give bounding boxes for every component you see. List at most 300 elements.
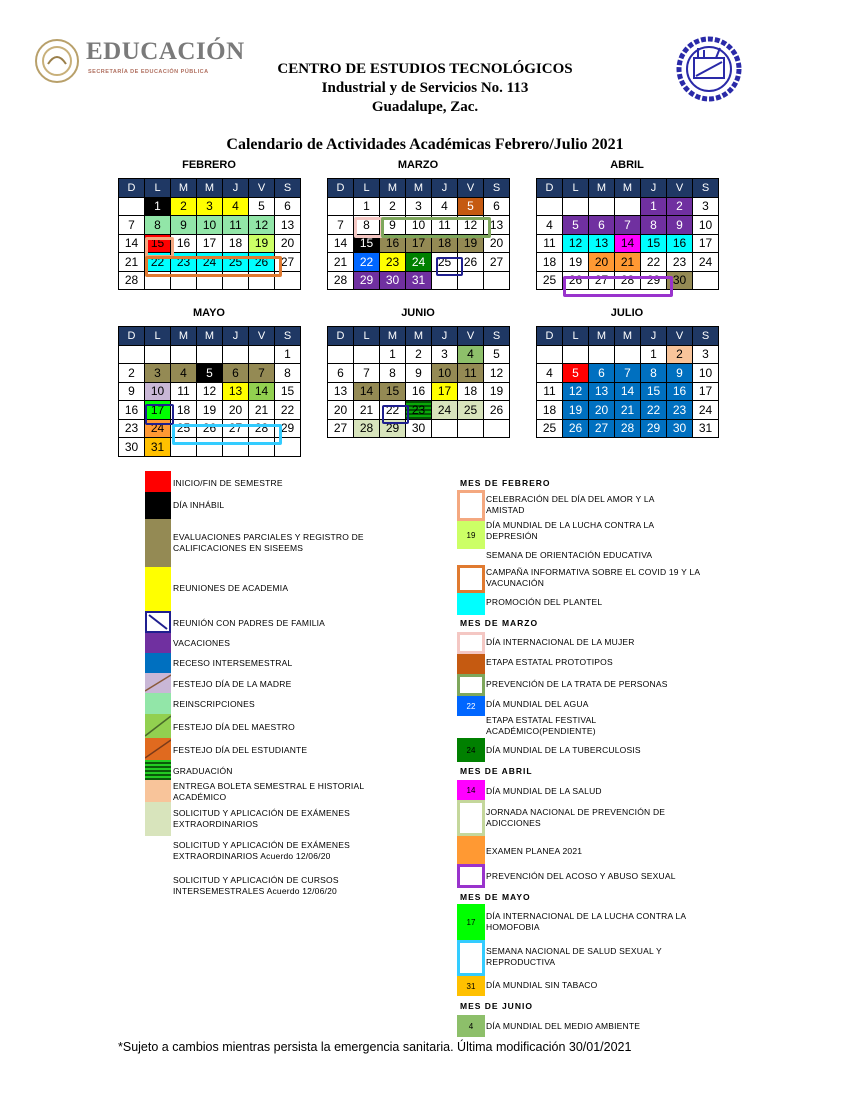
weekday-header: D bbox=[537, 327, 563, 346]
legend-label: SOLICITUD Y APLICACIÓN DE CURSOS INTERSEMESTRALES Acuerdo 12/06/20 bbox=[173, 875, 339, 896]
day-cell: 3 bbox=[406, 198, 432, 217]
day-cell: 17 bbox=[693, 235, 719, 254]
legend-label: REUNIÓN CON PADRES DE FAMILIA bbox=[173, 618, 326, 628]
day-cell bbox=[537, 346, 563, 365]
day-cell bbox=[589, 198, 615, 217]
logo-subtitle: SECRETARÍA DE EDUCACIÓN PÚBLICA bbox=[88, 69, 209, 75]
legend-label: SOLICITUD Y APLICACIÓN DE EXÁMENES EXTRAORDINARIOS Acuerdo 12/06/20 bbox=[173, 840, 351, 861]
weekday-header: L bbox=[354, 179, 380, 198]
day-cell: 19 bbox=[563, 253, 589, 272]
day-cell bbox=[615, 346, 641, 365]
cetis-logo-icon bbox=[676, 36, 742, 102]
day-cell: 24 bbox=[432, 401, 458, 420]
weekday-header: M bbox=[171, 327, 197, 346]
day-cell: 2 bbox=[667, 346, 693, 365]
day-cell: 27 bbox=[328, 420, 354, 439]
legend-swatch bbox=[457, 490, 485, 521]
month-name: JUNIO bbox=[401, 307, 435, 319]
legend-label: DÍA INTERNACIONAL DE LA LUCHA CONTRA LA HOMOFOBIA bbox=[486, 911, 686, 932]
day-cell: 31 bbox=[693, 420, 719, 439]
day-cell: 6 bbox=[328, 364, 354, 383]
month-grid bbox=[536, 326, 719, 438]
day-cell bbox=[145, 346, 171, 365]
day-cell bbox=[589, 346, 615, 365]
day-cell: 24 bbox=[197, 253, 223, 272]
weekday-header: S bbox=[275, 179, 301, 198]
day-cell bbox=[563, 198, 589, 217]
day-cell bbox=[432, 420, 458, 439]
day-cell: 13 bbox=[275, 216, 301, 235]
legend-label: CELEBRACIÓN DEL DÍA DEL AMOR Y LA AMISTAD bbox=[486, 494, 655, 515]
day-cell: 19 bbox=[249, 235, 275, 254]
day-cell: 30 bbox=[667, 272, 693, 291]
weekday-header: M bbox=[615, 327, 641, 346]
day-cell: 24 bbox=[145, 420, 171, 439]
day-cell: 17 bbox=[197, 235, 223, 254]
day-cell: 19 bbox=[484, 383, 510, 402]
day-cell: 28 bbox=[249, 420, 275, 439]
day-cell: 7 bbox=[119, 216, 145, 235]
day-cell bbox=[328, 198, 354, 217]
day-cell: 25 bbox=[171, 420, 197, 439]
legend-swatch bbox=[457, 836, 485, 864]
day-cell: 15 bbox=[145, 235, 171, 254]
day-cell bbox=[328, 346, 354, 365]
day-cell: 29 bbox=[641, 420, 667, 439]
parents-meeting-june-outline bbox=[382, 405, 409, 424]
day-cell: 1 bbox=[641, 346, 667, 365]
month-junio bbox=[327, 307, 510, 438]
day-cell: 20 bbox=[223, 401, 249, 420]
legend-swatch bbox=[145, 673, 171, 693]
legend-label: SEMANA DE ORIENTACIÓN EDUCATIVA bbox=[486, 550, 653, 560]
legend-swatch: 31 bbox=[457, 976, 485, 996]
legend-swatch bbox=[145, 714, 171, 738]
weekday-header: V bbox=[249, 327, 275, 346]
day-cell: 12 bbox=[458, 216, 484, 235]
day-cell: 11 bbox=[171, 383, 197, 402]
day-cell bbox=[484, 272, 510, 291]
day-cell: 7 bbox=[249, 364, 275, 383]
legend-label: ETAPA ESTATAL FESTIVAL ACADÉMICO(PENDIENTE) bbox=[486, 715, 597, 736]
day-cell: 5 bbox=[484, 346, 510, 365]
weekday-header: L bbox=[563, 179, 589, 198]
day-cell bbox=[354, 346, 380, 365]
day-cell: 28 bbox=[615, 420, 641, 439]
day-cell: 29 bbox=[641, 272, 667, 291]
legend-label: PREVENCIÓN DE LA TRATA DE PERSONAS bbox=[486, 679, 668, 689]
day-cell: 29 bbox=[275, 420, 301, 439]
day-cell: 7 bbox=[615, 216, 641, 235]
legend-label: REUNIONES DE ACADEMIA bbox=[173, 583, 289, 593]
day-cell: 26 bbox=[563, 420, 589, 439]
day-cell: 15 bbox=[354, 235, 380, 254]
day-cell: 30 bbox=[406, 420, 432, 439]
legend-label: INICIO/FIN DE SEMESTRE bbox=[173, 478, 283, 488]
day-cell: 2 bbox=[119, 364, 145, 383]
day-cell: 5 bbox=[458, 198, 484, 217]
weekday-header: J bbox=[223, 327, 249, 346]
day-cell: 14 bbox=[615, 235, 641, 254]
legend-swatch bbox=[457, 632, 485, 654]
weekday-header: L bbox=[145, 327, 171, 346]
day-cell: 16 bbox=[380, 235, 406, 254]
day-cell: 22 bbox=[354, 253, 380, 272]
weekday-header: S bbox=[484, 179, 510, 198]
day-cell: 13 bbox=[223, 383, 249, 402]
parents-meeting-outline bbox=[436, 257, 463, 276]
day-cell: 3 bbox=[693, 198, 719, 217]
sep-logo bbox=[34, 36, 259, 86]
weekday-header: D bbox=[119, 327, 145, 346]
school-location: Guadalupe, Zac. bbox=[371, 99, 479, 115]
day-cell bbox=[171, 346, 197, 365]
day-cell: 18 bbox=[432, 235, 458, 254]
day-cell: 20 bbox=[589, 253, 615, 272]
day-cell: 30 bbox=[119, 438, 145, 457]
day-cell: 4 bbox=[432, 198, 458, 217]
day-cell: 14 bbox=[119, 235, 145, 254]
day-cell: 16 bbox=[171, 235, 197, 254]
day-cell: 14 bbox=[249, 383, 275, 402]
weekday-header: M bbox=[380, 179, 406, 198]
school-subname: Industrial y de Servicios No. 113 bbox=[321, 80, 529, 96]
day-cell: 14 bbox=[615, 383, 641, 402]
day-cell bbox=[119, 198, 145, 217]
day-cell: 11 bbox=[432, 216, 458, 235]
day-cell: 20 bbox=[484, 235, 510, 254]
day-cell: 5 bbox=[563, 216, 589, 235]
day-cell: 25 bbox=[458, 401, 484, 420]
day-cell: 10 bbox=[693, 364, 719, 383]
day-cell: 27 bbox=[223, 420, 249, 439]
day-cell: 15 bbox=[641, 235, 667, 254]
day-cell: 21 bbox=[615, 401, 641, 420]
legend-head-feb: MES DE FEBRERO bbox=[460, 478, 551, 488]
day-cell: 21 bbox=[615, 253, 641, 272]
day-cell: 9 bbox=[171, 216, 197, 235]
legend-label: ENTREGA BOLETA SEMESTRAL E HISTORIAL ACADÉMICO bbox=[173, 781, 364, 802]
month-name: MARZO bbox=[397, 159, 439, 171]
day-cell: 4 bbox=[458, 346, 484, 365]
day-cell bbox=[615, 198, 641, 217]
weekday-header: S bbox=[484, 327, 510, 346]
day-cell: 27 bbox=[589, 420, 615, 439]
day-cell: 9 bbox=[119, 383, 145, 402]
day-cell: 1 bbox=[145, 198, 171, 217]
day-cell: 9 bbox=[380, 216, 406, 235]
day-cell: 8 bbox=[275, 364, 301, 383]
day-cell: 24 bbox=[406, 253, 432, 272]
diagonal-line-icon bbox=[145, 738, 171, 760]
weekday-header: M bbox=[615, 179, 641, 198]
legend-label: FESTEJO DÍA DE LA MADRE bbox=[173, 679, 292, 689]
day-cell: 20 bbox=[589, 401, 615, 420]
day-cell: 9 bbox=[406, 364, 432, 383]
month-name: ABRIL bbox=[610, 159, 644, 171]
day-cell: 17 bbox=[406, 235, 432, 254]
day-cell: 23 bbox=[380, 253, 406, 272]
day-cell: 28 bbox=[354, 420, 380, 439]
day-cell: 17 bbox=[145, 401, 171, 420]
day-cell: 12 bbox=[197, 383, 223, 402]
day-cell: 22 bbox=[145, 253, 171, 272]
legend-label: FESTEJO DÍA DEL MAESTRO bbox=[173, 722, 295, 732]
day-cell: 8 bbox=[145, 216, 171, 235]
month-name: MAYO bbox=[193, 307, 225, 319]
day-cell: 3 bbox=[432, 346, 458, 365]
day-cell: 12 bbox=[249, 216, 275, 235]
legend-label: PROMOCIÓN DEL PLANTEL bbox=[486, 597, 603, 607]
legend-label: DÍA MUNDIAL DE LA TUBERCULOSIS bbox=[486, 745, 641, 755]
legend-swatch bbox=[457, 940, 485, 976]
legend-swatch: 4 bbox=[457, 1015, 485, 1037]
legend-swatch: 14 bbox=[457, 780, 485, 800]
weekday-header: J bbox=[641, 327, 667, 346]
month-name: JULIO bbox=[610, 307, 644, 319]
legend-label: REINSCRIPCIONES bbox=[173, 699, 255, 709]
legend-swatch bbox=[145, 567, 171, 611]
day-cell: 14 bbox=[354, 383, 380, 402]
day-cell: 4 bbox=[537, 364, 563, 383]
legend-swatch bbox=[145, 760, 171, 780]
abuse-prevention-outline bbox=[563, 276, 673, 297]
day-cell: 9 bbox=[667, 364, 693, 383]
month-name: FEBRERO bbox=[182, 159, 236, 171]
weekday-header: M bbox=[171, 179, 197, 198]
womens-day-outline bbox=[354, 217, 383, 238]
legend-swatch: 22 bbox=[457, 696, 485, 716]
day-cell: 28 bbox=[119, 272, 145, 291]
day-cell bbox=[249, 346, 275, 365]
day-cell: 15 bbox=[380, 383, 406, 402]
day-cell: 18 bbox=[458, 383, 484, 402]
day-cell: 22 bbox=[275, 401, 301, 420]
day-cell: 1 bbox=[380, 346, 406, 365]
day-cell: 25 bbox=[432, 253, 458, 272]
day-cell: 21 bbox=[354, 401, 380, 420]
day-cell: 8 bbox=[354, 216, 380, 235]
footer-note: *Sujeto a cambios mientras persista la emergencia sanitaria. Última modificación 30/01/2021 bbox=[118, 1040, 632, 1054]
day-cell: 11 bbox=[537, 235, 563, 254]
weekday-header: D bbox=[119, 179, 145, 198]
day-cell: 12 bbox=[563, 383, 589, 402]
legend-label: CAMPAÑA INFORMATIVA SOBRE EL COVID 19 Y LA VACUNACIÓN bbox=[486, 567, 700, 588]
day-cell: 23 bbox=[667, 401, 693, 420]
day-cell: 7 bbox=[354, 364, 380, 383]
day-cell: 15 bbox=[275, 383, 301, 402]
day-cell: 2 bbox=[406, 346, 432, 365]
day-cell: 18 bbox=[537, 401, 563, 420]
legend-swatch bbox=[457, 674, 485, 696]
day-cell: 19 bbox=[197, 401, 223, 420]
day-cell: 10 bbox=[197, 216, 223, 235]
day-cell: 6 bbox=[589, 216, 615, 235]
legend-swatch bbox=[457, 654, 485, 674]
day-cell: 21 bbox=[249, 401, 275, 420]
weekday-header: M bbox=[589, 179, 615, 198]
legend-label: EXAMEN PLANEA 2021 bbox=[486, 846, 583, 856]
legend-label: DÍA MUNDIAL SIN TABACO bbox=[486, 980, 598, 990]
legend-swatch: 19 bbox=[457, 521, 485, 549]
legend-swatch bbox=[145, 780, 171, 802]
day-cell: 8 bbox=[641, 364, 667, 383]
day-cell: 1 bbox=[275, 346, 301, 365]
weekday-header: M bbox=[406, 327, 432, 346]
legend-swatch bbox=[457, 593, 485, 615]
weekday-header: V bbox=[667, 179, 693, 198]
day-cell: 24 bbox=[693, 253, 719, 272]
day-cell: 30 bbox=[667, 420, 693, 439]
day-cell bbox=[119, 346, 145, 365]
day-cell: 2 bbox=[667, 198, 693, 217]
day-cell bbox=[484, 420, 510, 439]
legend-label: EVALUACIONES PARCIALES Y REGISTRO DE CALIFICACIONES EN SISEEMS bbox=[173, 532, 364, 553]
day-cell: 21 bbox=[328, 253, 354, 272]
legend-label: RECESO INTERSEMESTRAL bbox=[173, 658, 293, 668]
day-cell: 19 bbox=[563, 401, 589, 420]
month-grid bbox=[536, 178, 719, 290]
diagonal-line-icon bbox=[145, 673, 171, 693]
day-cell: 16 bbox=[406, 383, 432, 402]
trafficking-prevention-outline bbox=[381, 217, 491, 238]
day-cell: 26 bbox=[458, 253, 484, 272]
weekday-header: M bbox=[380, 327, 406, 346]
weekday-header: M bbox=[197, 327, 223, 346]
day-cell: 20 bbox=[328, 401, 354, 420]
legend-head-abr: MES DE ABRIL bbox=[460, 766, 533, 776]
weekday-header: V bbox=[249, 179, 275, 198]
day-cell: 25 bbox=[537, 272, 563, 291]
day-cell: 22 bbox=[380, 401, 406, 420]
legend-head-mar: MES DE MARZO bbox=[460, 618, 539, 628]
legend-label: SEMANA NACIONAL DE SALUD SEXUAL Y REPRODUCTIVA bbox=[486, 946, 662, 967]
day-cell: 26 bbox=[249, 253, 275, 272]
legend-swatch bbox=[145, 633, 171, 653]
weekday-header: D bbox=[328, 327, 354, 346]
weekday-header: J bbox=[432, 327, 458, 346]
legend-swatch bbox=[457, 864, 485, 888]
day-cell: 3 bbox=[197, 198, 223, 217]
weekday-header: L bbox=[145, 179, 171, 198]
day-cell: 4 bbox=[537, 216, 563, 235]
legend-swatch bbox=[145, 471, 171, 492]
day-cell: 21 bbox=[119, 253, 145, 272]
day-cell: 28 bbox=[615, 272, 641, 291]
legend-swatch bbox=[145, 611, 171, 633]
day-cell: 11 bbox=[458, 364, 484, 383]
day-cell bbox=[537, 198, 563, 217]
legend-swatch bbox=[145, 519, 171, 567]
legend-swatch bbox=[457, 800, 485, 836]
sexual-health-week-outline bbox=[172, 424, 282, 445]
diagonal-line-icon bbox=[145, 714, 171, 738]
day-cell: 4 bbox=[171, 364, 197, 383]
day-cell bbox=[693, 272, 719, 291]
day-cell: 30 bbox=[380, 272, 406, 291]
legend-swatch bbox=[145, 802, 171, 836]
legend-label: DÍA MUNDIAL DEL MEDIO AMBIENTE bbox=[486, 1021, 641, 1031]
day-cell: 6 bbox=[275, 198, 301, 217]
day-cell: 11 bbox=[537, 383, 563, 402]
day-cell: 27 bbox=[589, 272, 615, 291]
day-cell: 28 bbox=[328, 272, 354, 291]
school-name: CENTRO DE ESTUDIOS TECNOLÓGICOS bbox=[277, 61, 573, 77]
day-cell: 8 bbox=[380, 364, 406, 383]
day-cell: 6 bbox=[589, 364, 615, 383]
day-cell: 14 bbox=[328, 235, 354, 254]
day-cell: 19 bbox=[458, 235, 484, 254]
weekday-header: D bbox=[328, 179, 354, 198]
day-cell: 18 bbox=[171, 401, 197, 420]
day-cell: 23 bbox=[406, 401, 432, 420]
covid-campaign-outline bbox=[145, 256, 282, 277]
day-cell: 3 bbox=[693, 346, 719, 365]
day-cell: 2 bbox=[380, 198, 406, 217]
day-cell: 1 bbox=[641, 198, 667, 217]
day-cell: 13 bbox=[589, 235, 615, 254]
legend-label: JORNADA NACIONAL DE PREVENCIÓN DE ADICCIONES bbox=[486, 807, 666, 828]
day-cell: 5 bbox=[249, 198, 275, 217]
weekday-header: L bbox=[354, 327, 380, 346]
day-cell: 23 bbox=[171, 253, 197, 272]
logo-name: EDUCACIÓN bbox=[86, 38, 245, 65]
day-cell: 1 bbox=[354, 198, 380, 217]
legend-swatch bbox=[145, 738, 171, 760]
legend-swatch: 24 bbox=[457, 738, 485, 762]
day-cell: 25 bbox=[537, 420, 563, 439]
weekday-header: S bbox=[693, 327, 719, 346]
day-cell: 10 bbox=[432, 364, 458, 383]
day-cell bbox=[458, 420, 484, 439]
day-cell: 26 bbox=[563, 272, 589, 291]
day-cell: 18 bbox=[537, 253, 563, 272]
legend-head-jun: MES DE JUNIO bbox=[460, 1001, 533, 1011]
day-cell: 5 bbox=[563, 364, 589, 383]
weekday-header: M bbox=[589, 327, 615, 346]
day-cell: 16 bbox=[667, 383, 693, 402]
day-cell: 20 bbox=[275, 235, 301, 254]
day-cell: 16 bbox=[119, 401, 145, 420]
day-cell: 23 bbox=[667, 253, 693, 272]
day-cell: 8 bbox=[641, 216, 667, 235]
legend-swatch: 17 bbox=[457, 904, 485, 940]
day-cell: 10 bbox=[406, 216, 432, 235]
weekday-header: J bbox=[641, 179, 667, 198]
weekday-header: D bbox=[537, 179, 563, 198]
weekday-header: V bbox=[458, 327, 484, 346]
legend-label: DÍA INTERNACIONAL DE LA MUJER bbox=[486, 637, 635, 647]
day-cell bbox=[223, 346, 249, 365]
day-cell: 11 bbox=[223, 216, 249, 235]
day-cell: 16 bbox=[667, 235, 693, 254]
day-cell: 5 bbox=[197, 364, 223, 383]
day-cell: 18 bbox=[223, 235, 249, 254]
day-cell: 10 bbox=[145, 383, 171, 402]
day-cell: 26 bbox=[484, 401, 510, 420]
legend-label: FESTEJO DÍA DEL ESTUDIANTE bbox=[173, 745, 308, 755]
day-cell: 25 bbox=[223, 253, 249, 272]
weekday-header: L bbox=[563, 327, 589, 346]
weekday-header: J bbox=[432, 179, 458, 198]
day-cell: 29 bbox=[380, 420, 406, 439]
day-cell: 13 bbox=[328, 383, 354, 402]
day-cell bbox=[563, 346, 589, 365]
day-cell: 7 bbox=[615, 364, 641, 383]
day-cell: 2 bbox=[171, 198, 197, 217]
day-cell: 6 bbox=[223, 364, 249, 383]
legend-label: GRADUACIÓN bbox=[173, 766, 233, 776]
